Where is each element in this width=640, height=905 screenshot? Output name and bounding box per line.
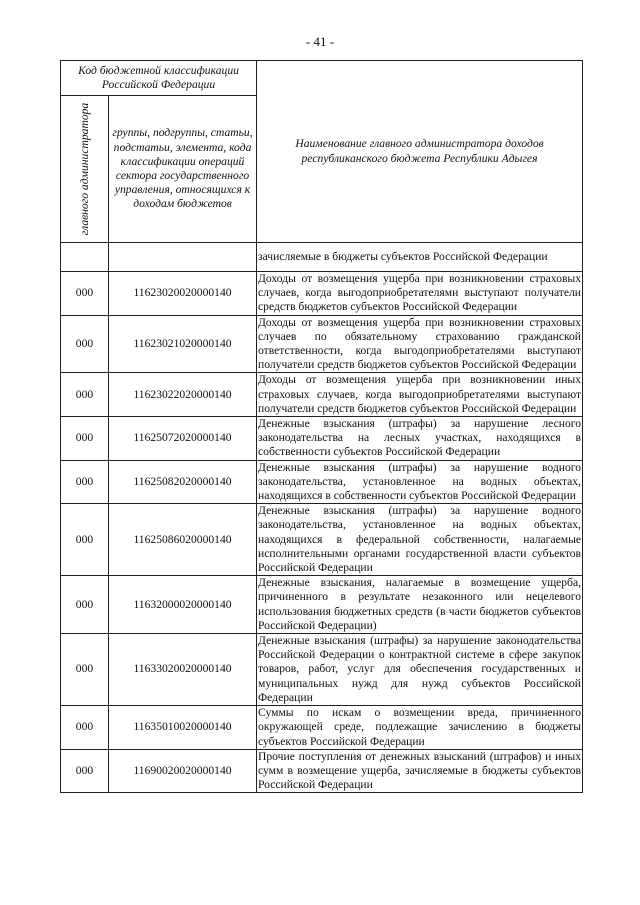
table-row (61, 706, 583, 750)
cell-admin: 000 (61, 460, 109, 504)
cell-admin: 000 (61, 504, 109, 576)
table-row (61, 749, 583, 793)
table-header (61, 61, 583, 243)
table-row (61, 373, 583, 417)
cell-name: Денежные взыскания (штрафы) за нарушение лесного законодательства на лесных участках, находящихся в собственности субъектов Российской Федерации (258, 417, 582, 459)
cell-admin: 000 (61, 315, 109, 373)
cell-admin: 000 (61, 417, 109, 461)
header-kbk: Код бюджетной классификации Российской Федерации (61, 61, 257, 96)
cell-name: Прочие поступления от денежных взысканий (штрафов) и иных сумм в возмещение ущерба, зачисляемые в бюджеты субъектов Российской Федерации (258, 749, 582, 792)
cell-code: 11625086020000140 (109, 504, 257, 576)
page-number: - 41 - (305, 34, 335, 49)
cell-name: зачисляемые в бюджеты субъектов Российской Федерации (257, 243, 583, 272)
cell-name: Доходы от возмещения ущерба при возникновении иных страховых случаев, когда выгодоприобретателями выступают получатели средств бюджетов субъектов Российской Федерации (258, 373, 582, 415)
cell-name: Денежные взыскания, налагаемые в возмещение ущерба, причиненного в результате незаконного или нецелевого использования бюджетных средств (в части бюджетов субъектов Российской Федерации) (258, 576, 582, 632)
cell-name: Суммы по искам о возмещении вреда, причиненного окружающей среде, подлежащие зачислению в бюджеты субъектов Российской Федерации (258, 706, 582, 748)
cell-code: 11625082020000140 (109, 460, 257, 504)
cell-admin: 000 (61, 373, 109, 417)
budget-classification-table (60, 60, 583, 793)
cell-admin: 000 (61, 576, 109, 634)
table-row (61, 272, 583, 316)
header-administrator-name: Наименование главного администратора доходов республиканского бюджета Республики Адыгея (257, 61, 583, 243)
cell-admin: 000 (61, 706, 109, 750)
cell-admin: 000 (61, 634, 109, 706)
header-admin-code-label: главного администратора (78, 102, 91, 236)
table-row (61, 576, 583, 634)
cell-code: 11632000020000140 (109, 576, 257, 634)
table-row (61, 243, 583, 272)
table-row (61, 504, 583, 576)
cell-name: Денежные взыскания (штрафы) за нарушение водного законодательства, установленное на водных объектах, находящихся в федеральной собственности, налагаемые исполнительными органами государственной власти субъектов Российской Федерации (258, 504, 582, 575)
table-body (61, 243, 583, 793)
table-row (61, 460, 583, 504)
cell-name: Доходы от возмещения ущерба при возникновении страховых случаев, когда выгодоприобретателями выступают получатели средств бюджетов субъектов Российской Федерации (258, 272, 582, 314)
cell-name: Денежные взыскания (штрафы) за нарушение законодательства Российской Федерации о контрактной системе в сфере закупок товаров, работ, услуг для обеспечения государственных и муниципальных нужд для нужд субъектов Российской Федерации (258, 634, 582, 704)
cell-admin: 000 (61, 749, 109, 793)
cell-code: 11623020020000140 (109, 272, 257, 316)
cell-admin (61, 243, 109, 272)
cell-code (109, 243, 257, 272)
cell-name: Денежные взыскания (штрафы) за нарушение водного законодательства, установленное на водных объектах, находящихся в собственности субъектов Российской Федерации (258, 460, 582, 503)
cell-name: Доходы от возмещения ущерба при возникновении страховых случаев по обязательному страхованию гражданской ответственности, когда выгодоприобретателями выступают получатели средств бюджетов субъектов Российской Федерации (258, 315, 582, 372)
table-row (61, 315, 583, 373)
table-row (61, 634, 583, 706)
cell-code: 11635010020000140 (109, 706, 257, 750)
cell-admin: 000 (61, 272, 109, 316)
cell-code: 11633020020000140 (109, 634, 257, 706)
cell-code: 11625072020000140 (109, 417, 257, 461)
table-row (61, 417, 583, 461)
header-admin-code (61, 96, 109, 243)
cell-code: 11623022020000140 (109, 373, 257, 417)
cell-code: 11623021020000140 (109, 315, 257, 373)
header-income-code: группы, подгруппы, статьи, подстатьи, элемента, кода классификации операций сектора государственного управления, относящихся к доходам бюджетов (109, 96, 257, 243)
cell-code: 11690020020000140 (109, 749, 257, 793)
